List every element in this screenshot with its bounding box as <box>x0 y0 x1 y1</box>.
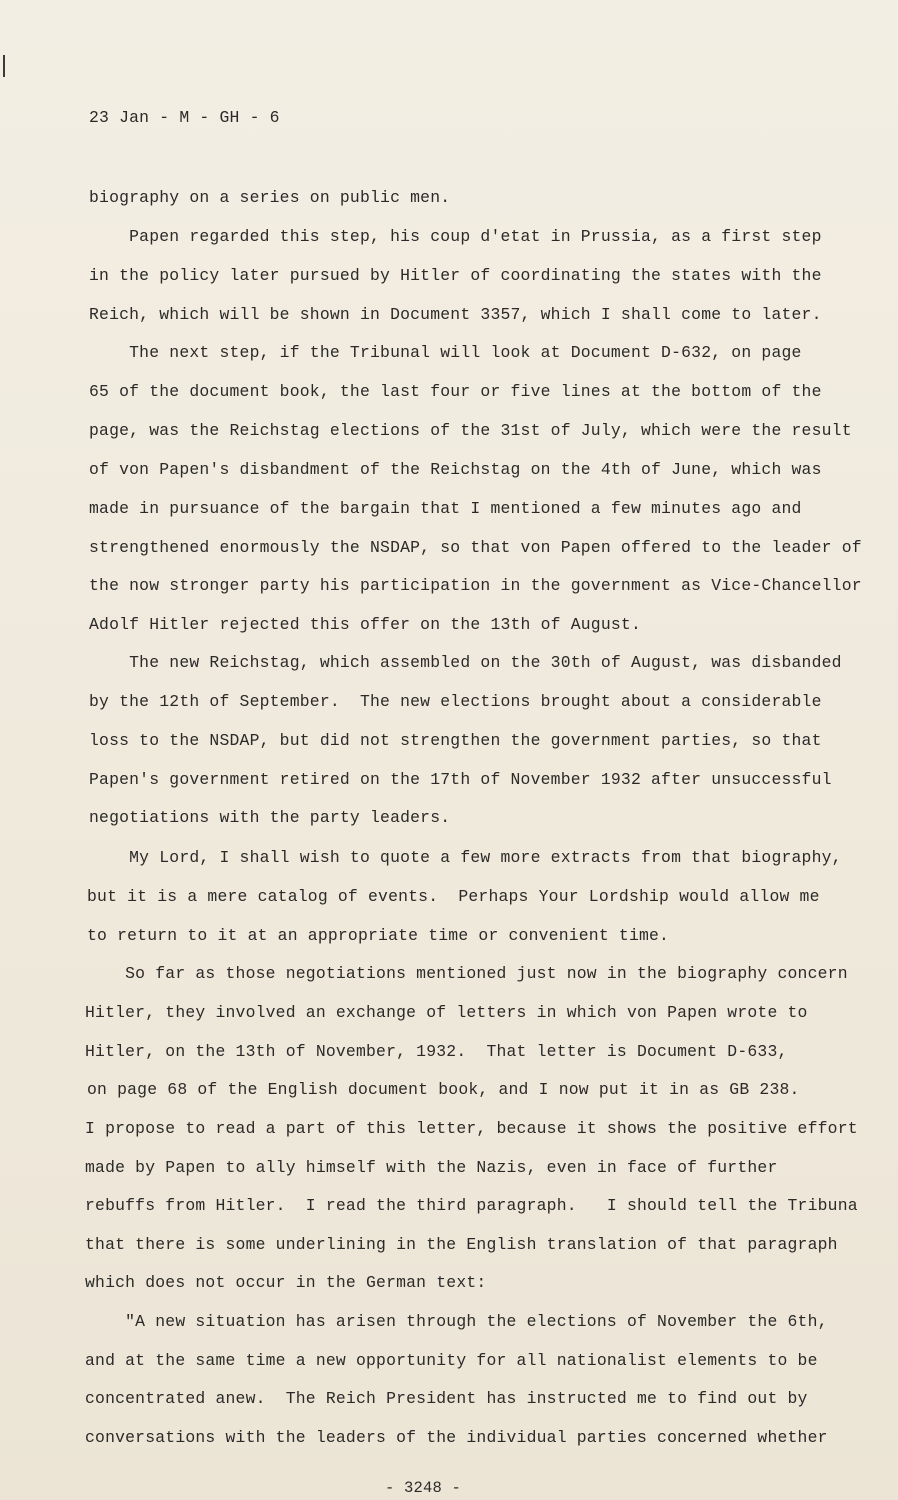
text-line: which does not occur in the German text: <box>85 1273 487 1292</box>
text-line: Hitler, they involved an exchange of letters in which von Papen wrote to <box>85 1003 808 1022</box>
edge-mark <box>3 55 5 77</box>
text-line: the now stronger party his participation in the government as Vice-Chancellor <box>89 576 862 595</box>
text-line: in the policy later pursued by Hitler of coordinating the states with the <box>89 266 822 285</box>
text-line: So far as those negotiations mentioned just now in the biography concern <box>85 964 848 983</box>
text-line: biography on a series on public men. <box>89 188 451 207</box>
text-line: made in pursuance of the bargain that I mentioned a few minutes ago and <box>89 499 802 518</box>
text-line: "A new situation has arisen through the elections of November the 6th, <box>85 1312 828 1331</box>
text-line: 65 of the document book, the last four or five lines at the bottom of the <box>89 382 822 401</box>
text-line: of von Papen's disbandment of the Reichstag on the 4th of June, which was <box>89 460 822 479</box>
text-line: Reich, which will be shown in Document 3357, which I shall come to later. <box>89 305 822 324</box>
text-line: made by Papen to ally himself with the Nazis, even in face of further <box>85 1158 778 1177</box>
text-line: conversations with the leaders of the individual parties concerned whether <box>85 1428 828 1447</box>
text-line: The next step, if the Tribunal will look at Document D-632, on page <box>89 343 802 362</box>
text-line: to return to it at an appropriate time or convenient time. <box>87 926 670 945</box>
text-line: Hitler, on the 13th of November, 1932. That letter is Document D-633, <box>85 1042 788 1061</box>
text-line: Adolf Hitler rejected this offer on the 13th of August. <box>89 615 641 634</box>
text-line: by the 12th of September. The new elections brought about a considerable <box>89 692 822 711</box>
text-line: Papen regarded this step, his coup d'etat in Prussia, as a first step <box>89 227 822 246</box>
text-line: loss to the NSDAP, but did not strengthen the government parties, so that <box>89 731 822 750</box>
text-line: but it is a mere catalog of events. Perhaps Your Lordship would allow me <box>87 887 820 906</box>
page-header: 23 Jan - M - GH - 6 <box>89 108 280 127</box>
text-line: My Lord, I shall wish to quote a few more extracts from that biography, <box>89 848 842 867</box>
page-number: - 3248 - <box>385 1479 462 1497</box>
text-line: on page 68 of the English document book, and I now put it in as GB 238. <box>87 1080 800 1099</box>
text-line: Papen's government retired on the 17th of November 1932 after unsuccessful <box>89 770 832 789</box>
text-line: strengthened enormously the NSDAP, so that von Papen offered to the leader of <box>89 538 862 557</box>
text-line: rebuffs from Hitler. I read the third paragraph. I should tell the Tribuna <box>85 1196 858 1215</box>
text-line: I propose to read a part of this letter, because it shows the positive effort <box>85 1119 858 1138</box>
text-line: The new Reichstag, which assembled on the 30th of August, was disbanded <box>89 653 842 672</box>
text-line: concentrated anew. The Reich President has instructed me to find out by <box>85 1389 808 1408</box>
text-line: negotiations with the party leaders. <box>89 808 451 827</box>
text-line: and at the same time a new opportunity for all nationalist elements to be <box>85 1351 818 1370</box>
text-line: that there is some underlining in the English translation of that paragraph <box>85 1235 838 1254</box>
text-line: page, was the Reichstag elections of the 31st of July, which were the result <box>89 421 852 440</box>
